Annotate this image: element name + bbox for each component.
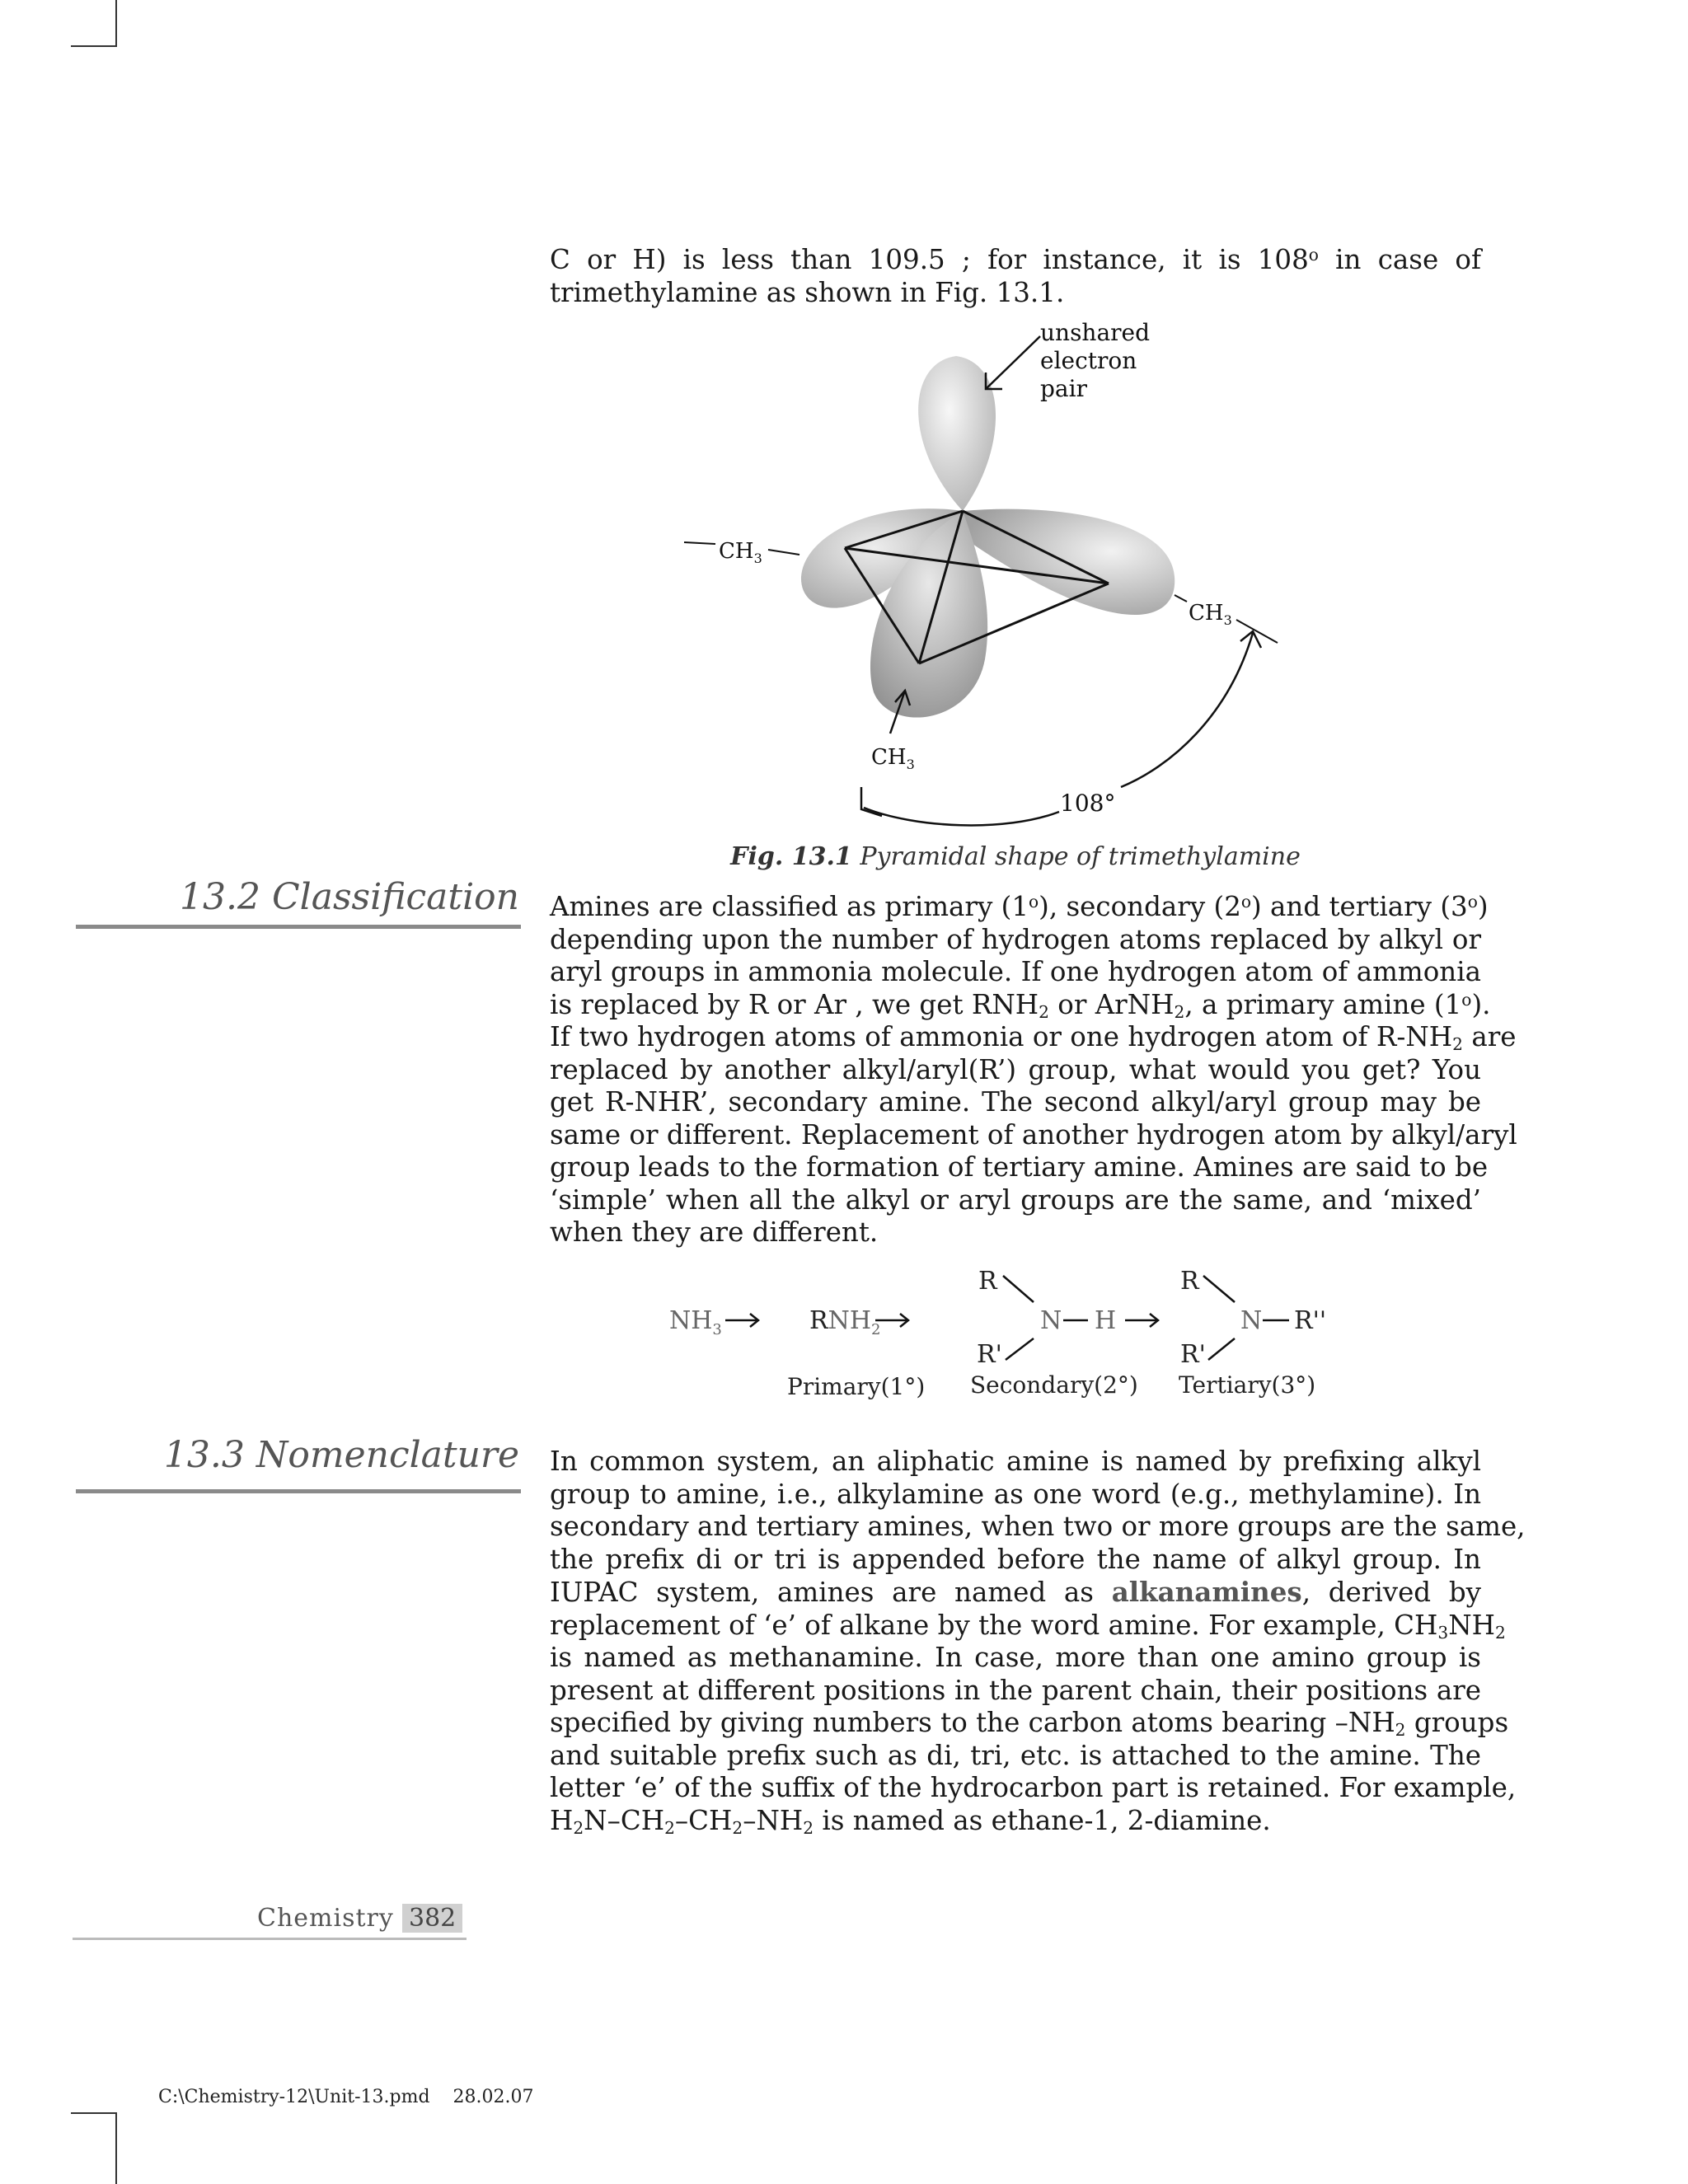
scheme-tertiary-n: N [1240,1306,1263,1335]
left-bond-tick [684,542,715,544]
crop-mark-bottom-horizontal [71,2112,117,2114]
footer-page-number: 382 [402,1904,462,1933]
classification-line-10: ‘simple’ when all the alkyl or aryl groups are the same, and ‘mixed’ [550,1183,1481,1216]
crop-mark-bottom-vertical [115,2112,117,2184]
lone-pair-arrow [986,336,1040,389]
unshared-label-line-1: unshared [1040,319,1151,346]
scheme-label-secondary: Secondary(2°) [970,1371,1138,1399]
section-heading-nomenclature: 13.3 Nomenclature [163,1434,519,1476]
nomenclature-line-10: and suitable prefix such as di, tri, etc. is attached to the amine. The [550,1739,1481,1771]
ch3-bottom-label: $CH_3$ [871,745,915,772]
nomenclature-line-8: present at different positions in the parent chain, their positions are [550,1674,1481,1706]
scheme-secondary-n: N [1040,1306,1062,1335]
classification-line-3: aryl groups in ammonia molecule. If one hydrogen atom of ammonia [550,956,1481,987]
nomenclature-line-3: secondary and tertiary amines, when two or more groups are the same, [550,1511,1526,1542]
nomenclature-line-5: IUPAC system, amines are named as alkanamines, derived by [550,1576,1481,1608]
term-alkanamines: alkanamines [1111,1576,1302,1608]
scheme-rnh2: $RNH_2$ [809,1306,881,1338]
right-bond-tick [1175,595,1187,602]
trimethylamine-figure [0,0,1688,874]
classification-line-8: same or different. Replacement of another hydrogen atom by alkyl/aryl [550,1118,1517,1151]
scheme-label-tertiary: Tertiary(3°) [1179,1371,1316,1399]
section-rule-nomenclature [76,1489,521,1493]
classification-line-4: is replaced by R or Ar , we get $RNH_2$ or ArNH$_2$, a primary amine (1$^o$). [550,988,1491,1022]
scheme-tertiary-r: R [1180,1267,1199,1296]
intro-line-2: trimethylamine as shown in Fig. 13.1. [550,276,1065,308]
classification-line-2: depending upon the number of hydrogen atoms replaced by alkyl or [550,923,1481,955]
scheme-nh3: $NH_3$ [669,1306,722,1338]
classification-line-5: If two hydrogen atoms of ammonia or one hydrogen atom of $R-NH_2$ are [550,1021,1517,1055]
right-lobe [963,509,1175,615]
classification-line-9: group leads to the formation of tertiary amine. Amines are said to be [550,1151,1489,1183]
figure-caption [550,842,1481,871]
nomenclature-line-1: In common system, an aliphatic amine is named by prefixing alkyl [550,1446,1481,1477]
nomenclature-line-4: the prefix di or tri is appended before the name of alkyl group. In [550,1543,1481,1575]
unshared-label-line-3: pair [1040,375,1087,402]
nomenclature-line-12: $H_2N-CH_2-CH_2-NH_2$ is named as ethane-1, 2-diamine. [550,1804,1271,1838]
scheme-tertiary-rprime: R' [1180,1340,1206,1369]
footer-rule [73,1938,467,1940]
classification-line-1: Amines are classified as primary (1$^o$), secondary (2$^o$) and tertiary (3$^o$) [550,891,1489,922]
lone-pair-lobe [918,356,996,511]
nomenclature-line-9: specified by giving numbers to the carbon atoms bearing $-NH_2$ groups [550,1707,1509,1741]
left-bond-tick-2 [768,550,799,555]
classification-line-11: when they are different. [550,1216,879,1248]
classification-line-7: get R-NHR’, secondary amine. The second alkyl/aryl group may be [550,1086,1481,1118]
section-heading-classification: 13.2 Classification [180,876,519,918]
footer-subject: Chemistry [257,1904,394,1933]
intro-line-1: C or H) is less than 109.5 ; for instance, it is 108$^o$ in case of [550,244,1482,275]
file-path-slug: C:\Chemistry-12\Unit-13.pmd 28.02.07 [158,2087,534,2107]
scheme-secondary-h: H [1095,1306,1117,1335]
classification-line-6: replaced by another alkyl/aryl(R’) group, what would you get? You [550,1053,1481,1085]
nomenclature-line-7: is named as methanamine. In case, more than one amino group is [550,1642,1481,1673]
scheme-secondary-rprime: R' [977,1340,1002,1369]
nomenclature-line-11: letter ‘e’ of the suffix of the hydrocarbon part is retained. For example, [550,1772,1517,1803]
scheme-label-primary: Primary(1°) [787,1373,926,1400]
scheme-tertiary-rdoubleprime: R'' [1294,1306,1327,1335]
ch3-left-label: $CH_3$ [719,539,762,566]
section-rule-classification [76,925,521,929]
nomenclature-line-6: replacement of ‘e’ of alkane by the word amine. For example, $CH_3NH_2$ [550,1609,1506,1643]
nomenclature-paragraph [550,1446,1526,1838]
figure-caption-number: Fig. 13.1 [730,842,852,871]
angle-label: 108° [1060,790,1116,817]
scheme-secondary-r: R [978,1267,997,1296]
figure-caption-text: Pyramidal shape of trimethylamine [851,842,1301,871]
amine-classification-scheme [643,1253,1385,1418]
unshared-label-line-2: electron [1040,347,1137,374]
nomenclature-line-2: group to amine, i.e., alkylamine as one word (e.g., methylamine). In [550,1478,1481,1510]
ch3-right-label: $CH_3$ [1189,601,1232,628]
classification-paragraph [550,891,1517,1249]
